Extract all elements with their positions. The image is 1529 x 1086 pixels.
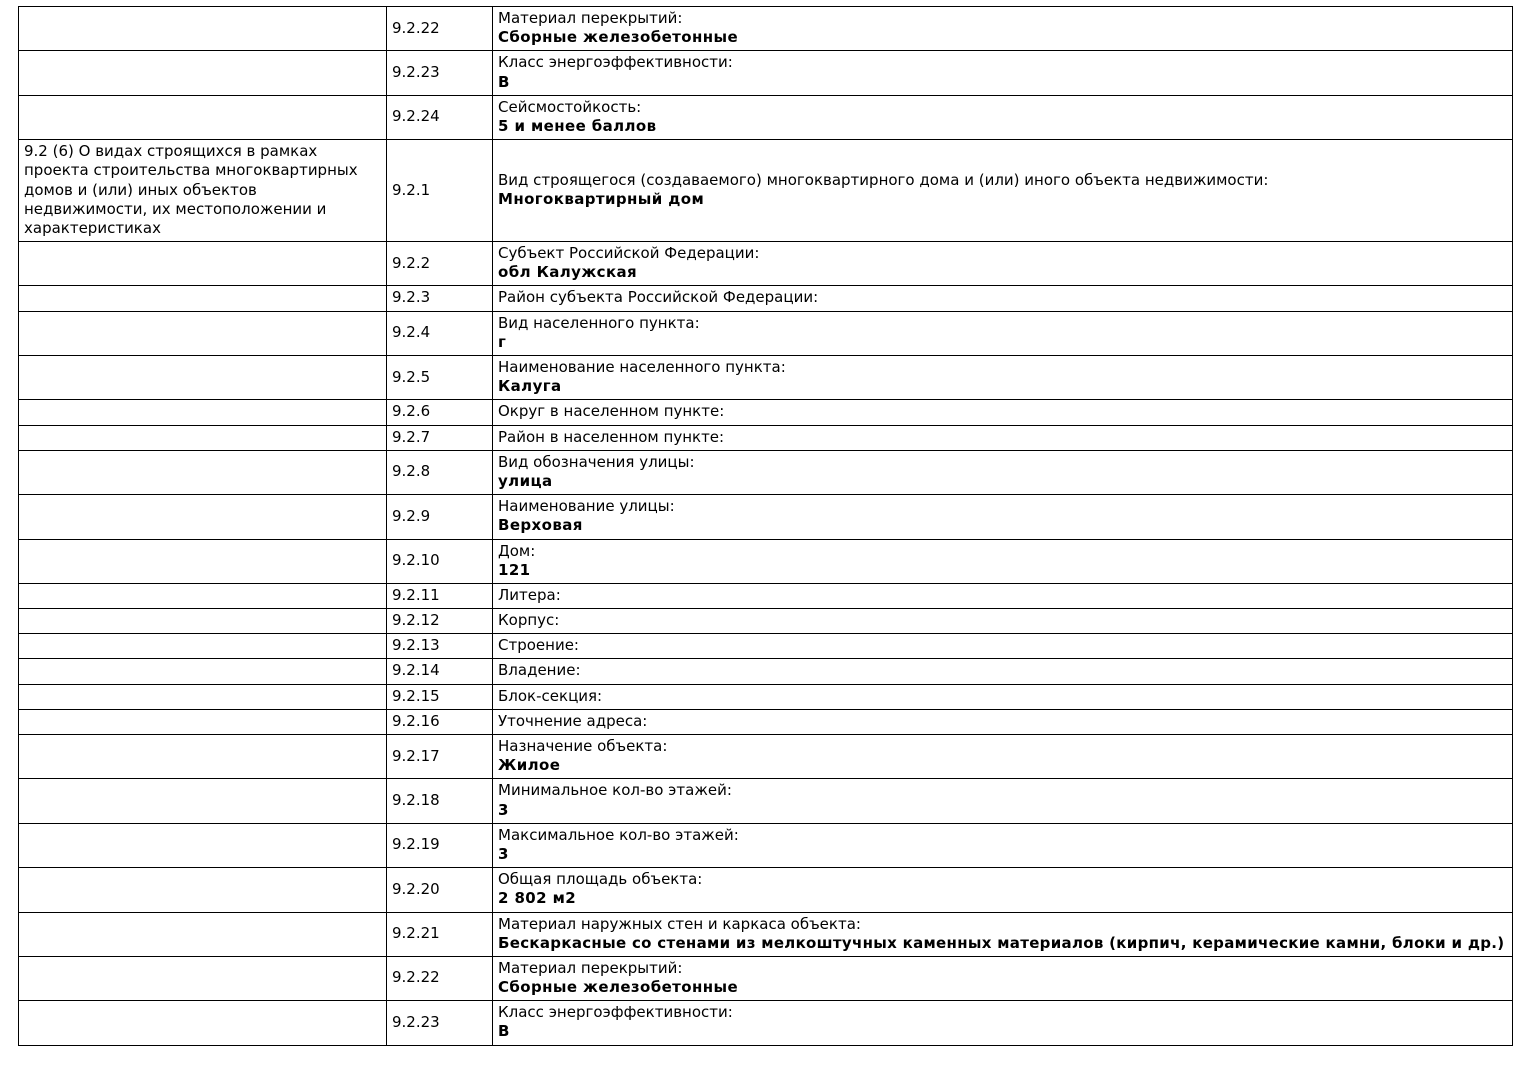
section-cell	[19, 242, 387, 286]
section-cell	[19, 709, 387, 734]
section-cell	[19, 356, 387, 400]
section-cell	[19, 495, 387, 539]
field-label: Владение:	[498, 661, 581, 680]
field-value: 3	[498, 800, 509, 819]
table-row	[19, 659, 1513, 684]
field-value: 3	[498, 844, 509, 863]
body-cell	[493, 709, 1513, 734]
section-cell	[19, 311, 387, 355]
section-cell	[19, 95, 387, 139]
section-cell	[19, 868, 387, 912]
field-value: B	[498, 1022, 510, 1041]
field-value: обл Калужская	[498, 263, 638, 282]
code-cell: 9.2.22	[387, 7, 493, 51]
section-cell	[19, 51, 387, 95]
declaration-table-body	[19, 7, 1513, 1046]
body-cell	[493, 242, 1513, 286]
table-row	[19, 634, 1513, 659]
code-cell: 9.2.9	[387, 495, 493, 539]
field-value: Калуга	[498, 377, 562, 396]
section-cell	[19, 1001, 387, 1045]
table-row	[19, 51, 1513, 95]
body-cell	[493, 51, 1513, 95]
section-cell	[19, 659, 387, 684]
section-cell	[19, 400, 387, 425]
code-cell: 9.2.22	[387, 956, 493, 1000]
body-cell	[493, 779, 1513, 823]
code-cell: 9.2.23	[387, 1001, 493, 1045]
body-cell	[493, 583, 1513, 608]
field-label: Дом:	[498, 541, 536, 560]
code-cell: 9.2.14	[387, 659, 493, 684]
section-cell	[19, 684, 387, 709]
field-label: Литера:	[498, 585, 561, 604]
field-label: Район субъекта Российской Федерации:	[498, 288, 819, 307]
section-cell	[19, 823, 387, 867]
table-row	[19, 583, 1513, 608]
body-cell	[493, 956, 1513, 1000]
field-value: Многоквартирный дом	[498, 190, 705, 209]
section-cell	[19, 634, 387, 659]
section-cell	[19, 609, 387, 634]
table-row	[19, 912, 1513, 956]
body-cell	[493, 356, 1513, 400]
field-label: Корпус:	[498, 611, 560, 630]
code-cell: 9.2.3	[387, 286, 493, 311]
field-label: Класс энергоэффективности:	[498, 53, 733, 72]
code-cell: 9.2.16	[387, 709, 493, 734]
code-cell: 9.2.13	[387, 634, 493, 659]
table-row	[19, 95, 1513, 139]
field-label: Материал перекрытий:	[498, 9, 683, 27]
table-row	[19, 868, 1513, 912]
field-value: B	[498, 72, 510, 91]
field-label: Район в населенном пункте:	[498, 427, 725, 446]
field-value: 121	[498, 560, 531, 579]
field-label: Уточнение адреса:	[498, 711, 648, 730]
section-cell	[19, 779, 387, 823]
field-label: Материал перекрытий:	[498, 958, 683, 977]
body-cell	[493, 868, 1513, 912]
body-cell	[493, 659, 1513, 684]
table-row	[19, 356, 1513, 400]
body-cell	[493, 1001, 1513, 1045]
code-cell: 9.2.7	[387, 425, 493, 450]
code-cell: 9.2.17	[387, 735, 493, 779]
code-cell: 9.2.10	[387, 539, 493, 583]
table-row	[19, 539, 1513, 583]
code-cell: 9.2.11	[387, 583, 493, 608]
field-value: г	[498, 332, 507, 351]
field-value: Сборные железобетонные	[498, 28, 739, 47]
section-cell	[19, 450, 387, 494]
section-cell: 9.2 (6) О видах строящихся в рамках проекта строительства многоквартирных домов и (или) иных объектов недвижимости, их местоположении и характеристиках	[19, 140, 387, 242]
section-cell	[19, 7, 387, 51]
body-cell	[493, 311, 1513, 355]
field-label: Вид строящегося (создаваемого) многоквартирного дома и (или) иного объекта недвижимости:	[498, 170, 1269, 189]
code-cell: 9.2.12	[387, 609, 493, 634]
field-label: Материал наружных стен и каркаса объекта:	[498, 914, 861, 933]
table-row	[19, 311, 1513, 355]
body-cell	[493, 450, 1513, 494]
body-cell	[493, 95, 1513, 139]
code-cell: 9.2.6	[387, 400, 493, 425]
field-label: Вид обозначения улицы:	[498, 452, 695, 471]
table-row	[19, 400, 1513, 425]
body-cell	[493, 286, 1513, 311]
code-cell: 9.2.1	[387, 140, 493, 242]
table-row	[19, 1001, 1513, 1045]
field-label: Минимальное кол-во этажей:	[498, 781, 732, 800]
section-cell	[19, 425, 387, 450]
table-row	[19, 242, 1513, 286]
field-label: Блок-секция:	[498, 686, 603, 705]
field-label: Максимальное кол-во этажей:	[498, 825, 739, 844]
field-value: Бескаркасные со стенами из мелкоштучных каменных материалов (кирпич, керамические камни, блоки и др.)	[498, 933, 1505, 952]
section-cell	[19, 735, 387, 779]
section-cell	[19, 286, 387, 311]
declaration-table	[18, 6, 1513, 1046]
field-label: Округ в населенном пункте:	[498, 402, 725, 421]
table-row	[19, 495, 1513, 539]
table-row	[19, 609, 1513, 634]
field-value: Сборные железобетонные	[498, 978, 739, 997]
body-cell	[493, 425, 1513, 450]
table-row	[19, 425, 1513, 450]
field-label: Наименование населенного пункта:	[498, 358, 786, 376]
body-cell	[493, 140, 1513, 242]
field-label: Общая площадь объекта:	[498, 870, 703, 889]
code-cell: 9.2.4	[387, 311, 493, 355]
field-label: Строение:	[498, 636, 579, 655]
code-cell: 9.2.24	[387, 95, 493, 139]
body-cell	[493, 735, 1513, 779]
code-cell: 9.2.20	[387, 868, 493, 912]
table-row	[19, 286, 1513, 311]
section-cell	[19, 583, 387, 608]
section-cell	[19, 539, 387, 583]
code-cell: 9.2.5	[387, 356, 493, 400]
field-value: Жилое	[498, 756, 561, 775]
body-cell	[493, 634, 1513, 659]
code-cell: 9.2.18	[387, 779, 493, 823]
field-label: Вид населенного пункта:	[498, 313, 700, 332]
table-row	[19, 956, 1513, 1000]
table-row	[19, 450, 1513, 494]
table-row	[19, 140, 1513, 242]
document-page	[0, 6, 1529, 1086]
code-cell: 9.2.2	[387, 242, 493, 286]
field-value: улица	[498, 471, 553, 490]
body-cell	[493, 823, 1513, 867]
body-cell	[493, 400, 1513, 425]
field-value: 5 и менее баллов	[498, 116, 657, 135]
code-cell: 9.2.15	[387, 684, 493, 709]
table-row	[19, 7, 1513, 51]
table-row	[19, 709, 1513, 734]
field-label: Класс энергоэффективности:	[498, 1003, 733, 1022]
code-cell: 9.2.23	[387, 51, 493, 95]
field-label: Субъект Российской Федерации:	[498, 244, 760, 263]
field-label: Назначение объекта:	[498, 737, 668, 755]
body-cell	[493, 495, 1513, 539]
table-row	[19, 779, 1513, 823]
code-cell: 9.2.21	[387, 912, 493, 956]
field-value: 2 802 м2	[498, 889, 577, 908]
field-label: Сейсмостойкость:	[498, 97, 642, 116]
section-cell	[19, 956, 387, 1000]
body-cell	[493, 609, 1513, 634]
body-cell	[493, 684, 1513, 709]
field-value: Верховая	[498, 516, 583, 535]
table-row	[19, 735, 1513, 779]
field-label: Наименование улицы:	[498, 497, 675, 516]
code-cell: 9.2.19	[387, 823, 493, 867]
table-row	[19, 823, 1513, 867]
body-cell	[493, 7, 1513, 51]
code-cell: 9.2.8	[387, 450, 493, 494]
section-cell	[19, 912, 387, 956]
table-row	[19, 684, 1513, 709]
body-cell	[493, 539, 1513, 583]
body-cell	[493, 912, 1513, 956]
